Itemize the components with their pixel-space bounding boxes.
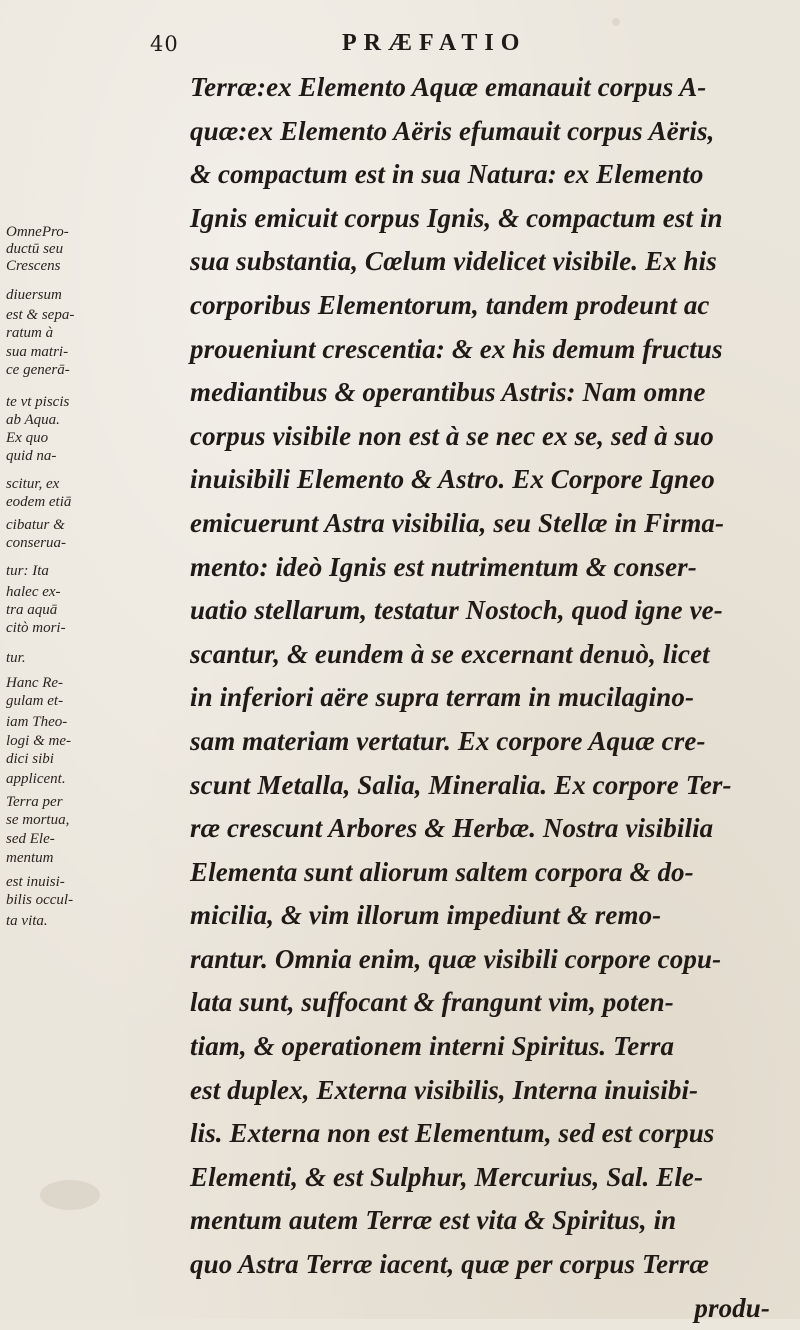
margin-note: bilis occul- <box>6 892 74 908</box>
text-line: tiam, & operationem interni Spiritus. Terra <box>190 1031 675 1062</box>
margin-note: tur. <box>6 650 26 666</box>
margin-note: Crescens <box>6 258 61 274</box>
margin-note: ta vita. <box>6 913 48 929</box>
text-line: inuisibili Elemento & Astro. Ex Corpore Igneo <box>190 464 715 495</box>
margin-note: iam Theo- <box>6 714 68 730</box>
text-line: in inferiori aëre supra terram in mucilagino- <box>190 682 695 713</box>
running-head: PRÆFATIO <box>342 30 527 56</box>
margin-note: Ex quo <box>6 430 49 446</box>
margin-note: Terra per <box>6 794 63 810</box>
margin-note: gulam et- <box>6 693 64 709</box>
margin-note: sed Ele- <box>6 831 55 847</box>
text-line: corporibus Elementorum, tandem prodeunt ac <box>190 289 710 320</box>
body-text <box>190 66 780 1330</box>
text-line: uatio stellarum, testatur Nostoch, quod igne ve- <box>190 595 723 626</box>
margin-note: halec ex- <box>6 584 61 600</box>
text-line: est duplex, Externa visibilis, Interna inuisibi- <box>190 1074 699 1105</box>
paper-stain <box>40 1180 100 1210</box>
margin-note: ductū seu <box>6 241 64 257</box>
text-line: mento: ideò Ignis est nutrimentum & conser- <box>190 551 697 582</box>
text-line: sua substantia, Cœlum videlicet visibile. Ex his <box>190 246 717 277</box>
text-line: emicuerunt Astra visibilia, seu Stellæ in Firma- <box>190 507 725 538</box>
text-line: mentum autem Terræ est vita & Spiritus, in <box>190 1205 677 1236</box>
margin-note: se mortua, <box>6 812 70 828</box>
catchword: produ- <box>694 1292 770 1323</box>
margin-note: mentum <box>6 850 54 866</box>
text-line: & compactum est in sua Natura: ex Elemento <box>190 159 704 190</box>
text-line: scunt Metalla, Salia, Mineralia. Ex corpore Ter- <box>190 769 732 800</box>
text-line: ræ crescunt Arbores & Herbæ. Nostra visibilia <box>190 813 714 844</box>
margin-note: eodem etiā <box>6 494 72 510</box>
text-line: scantur, & eundem à se excernant denuò, licet <box>190 638 710 669</box>
margin-note: applicent. <box>6 771 66 787</box>
margin-note: ab Aqua. <box>6 412 60 428</box>
margin-note: OmnePro- <box>6 224 69 240</box>
paper-stain <box>612 18 620 26</box>
text-line: Elementi, & est Sulphur, Mercurius, Sal. Ele- <box>190 1161 704 1192</box>
text-line: rantur. Omnia enim, quæ visibili corpore copu- <box>190 943 722 974</box>
margin-note: tra aquā <box>6 602 58 618</box>
text-line: proueniunt crescentia: & ex his demum fructus <box>190 333 723 364</box>
margin-note: tur: Ita <box>6 563 49 579</box>
margin-note: scitur, ex <box>6 476 60 492</box>
margin-note: citò mori- <box>6 620 66 636</box>
text-line: sam materiam vertatur. Ex corpore Aquæ cre- <box>190 725 706 756</box>
margin-note: quid na- <box>6 448 57 464</box>
margin-note: est inuisi- <box>6 874 65 890</box>
text-line: corpus visibile non est à se nec ex se, sed à suo <box>190 420 714 451</box>
margin-notes <box>6 0 186 1319</box>
text-line: Elementa sunt aliorum saltem corpora & do- <box>190 856 694 887</box>
margin-note: dici sibi <box>6 751 54 767</box>
text-line: lata sunt, suffocant & frangunt vim, poten- <box>190 987 674 1018</box>
margin-note: Hanc Re- <box>6 675 64 691</box>
margin-note: sua matri- <box>6 344 69 360</box>
margin-note: logi & me- <box>6 733 71 749</box>
margin-note: conserua- <box>6 535 66 551</box>
text-line: micilia, & vim illorum impediunt & remo- <box>190 900 662 931</box>
text-line: mediantibus & operantibus Astris: Nam omne <box>190 377 706 408</box>
text-line: Terræ:ex Elemento Aquæ emanauit corpus A- <box>190 72 707 102</box>
margin-note: te vt piscis <box>6 394 70 410</box>
margin-note: cibatur & <box>6 517 65 533</box>
text-line: Ignis emicuit corpus Ignis, & compactum est in <box>190 202 723 233</box>
margin-note: diuersum <box>6 287 62 303</box>
text-line: quo Astra Terræ iacent, quæ per corpus Terræ <box>190 1249 709 1280</box>
margin-note: est & sepa- <box>6 307 75 323</box>
text-line: lis. Externa non est Elementum, sed est corpus <box>190 1118 715 1149</box>
margin-note: ratum à <box>6 325 54 341</box>
page-number: 40 <box>150 32 179 56</box>
margin-note: ce generā- <box>6 362 70 378</box>
text-line: quæ:ex Elemento Aëris efumauit corpus Aëris, <box>190 115 715 146</box>
